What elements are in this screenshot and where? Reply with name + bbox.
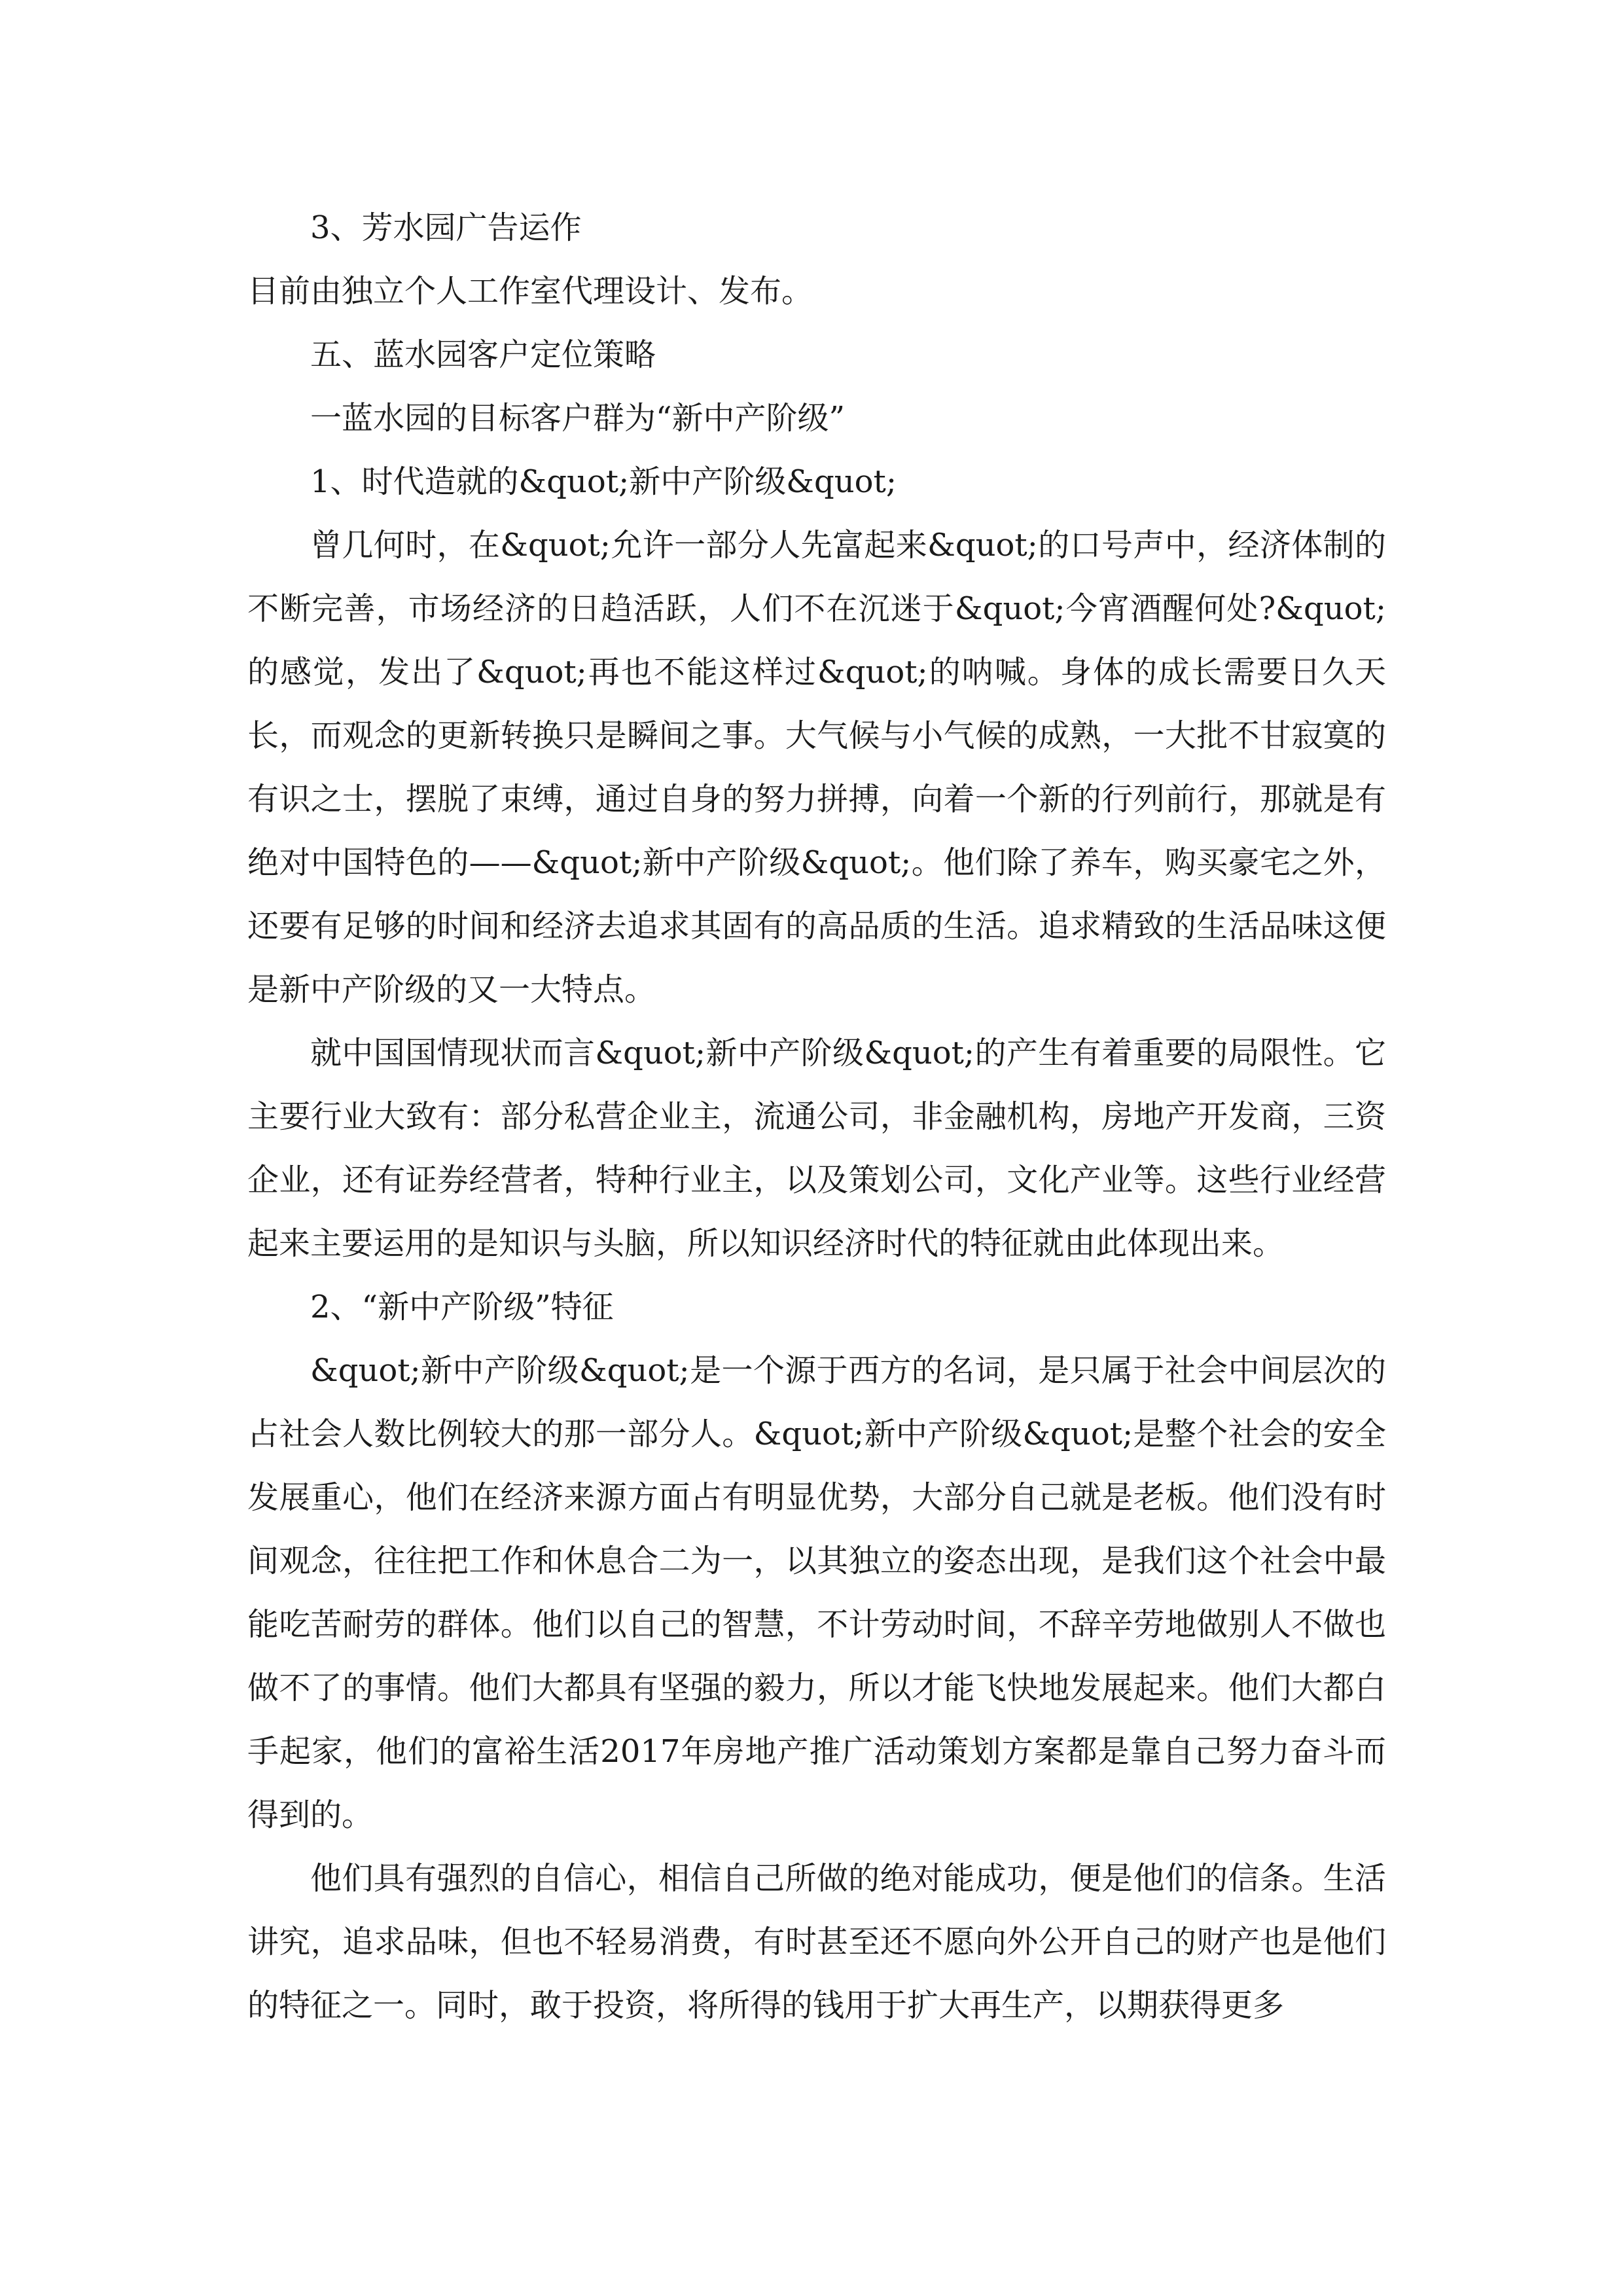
paragraph-confidence: 他们具有强烈的自信心，相信自己所做的绝对能成功，便是他们的信条。生活讲究，追求品味，但也不轻易消费，有时甚至还不愿向外公开自己的财产也是他们的特征之一。同时，敢于投资，将所得的钱用于扩大再生产，以期获得更多	[247, 1860, 1386, 2024]
document-body	[247, 196, 1386, 2037]
paragraph-industries: 就中国国情现状而言&quot;新中产阶级&quot;的产生有着重要的局限性。它主要行业大致有：部分私营企业主，流通公司，非金融机构，房地产开发商，三资企业，还有证券经营者，特种行业主，以及策划公司，文化产业等。这些行业经营起来主要运用的是知识与头脑，所以知识经济时代的特征就由此体现出来。	[247, 1035, 1386, 1262]
paragraph-origin: 曾几何时，在&quot;允许一部分人先富起来&quot;的口号声中，经济体制的不断完善，市场经济的日趋活跃，人们不在沉迷于&quot;今宵酒醒何处?&quot;的感觉，发出了&quot;再也不能这样过&quot;的呐喊。身体的成长需要日久天长，而观念的更新转换只是瞬间之事。大气候与小气候的成熟，一大批不甘寂寞的有识之士，摆脱了束缚，通过自身的努力拼搏，向着一个新的行列前行，那就是有绝对中国特色的——&quot;新中产阶级&quot;。他们除了养车，购买豪宅之外，还要有足够的时间和经济去追求其固有的高品质的生活。追求精致的生活品味这便是新中产阶级的又一大特点。	[247, 527, 1386, 1008]
line-ad-agent: 目前由独立个人工作室代理设计、发布。	[247, 273, 813, 310]
heading-ad-operation: 3、芳水园广告运作	[310, 209, 582, 246]
paragraph-definition: &quot;新中产阶级&quot;是一个源于西方的名词，是只属于社会中间层次的占社会人数比例较大的那一部分人。&quot;新中产阶级&quot;是整个社会的安全发展重心，他们在经济来源方面占有明显优势，大部分自己就是老板。他们没有时间观念，往往把工作和休息合二为一，以其独立的姿态出现，是我们这个社会中最能吃苦耐劳的群体。他们以自己的智慧，不计劳动时间，不辞辛劳地做别人不做也做不了的事情。他们大都具有坚强的毅力，所以才能飞快地发展起来。他们大都白手起家，他们的富裕生活2017年房地产推广活动策划方案都是靠自己努力奋斗而得到的。	[247, 1352, 1386, 1833]
line-target-group: 一蓝水园的目标客户群为“新中产阶级”	[310, 400, 846, 437]
heading-features: 2、“新中产阶级”特征	[310, 1289, 614, 1325]
heading-era: 1、时代造就的&quot;新中产阶级&quot;	[310, 463, 897, 500]
heading-customer-strategy: 五、蓝水园客户定位策略	[310, 336, 656, 373]
